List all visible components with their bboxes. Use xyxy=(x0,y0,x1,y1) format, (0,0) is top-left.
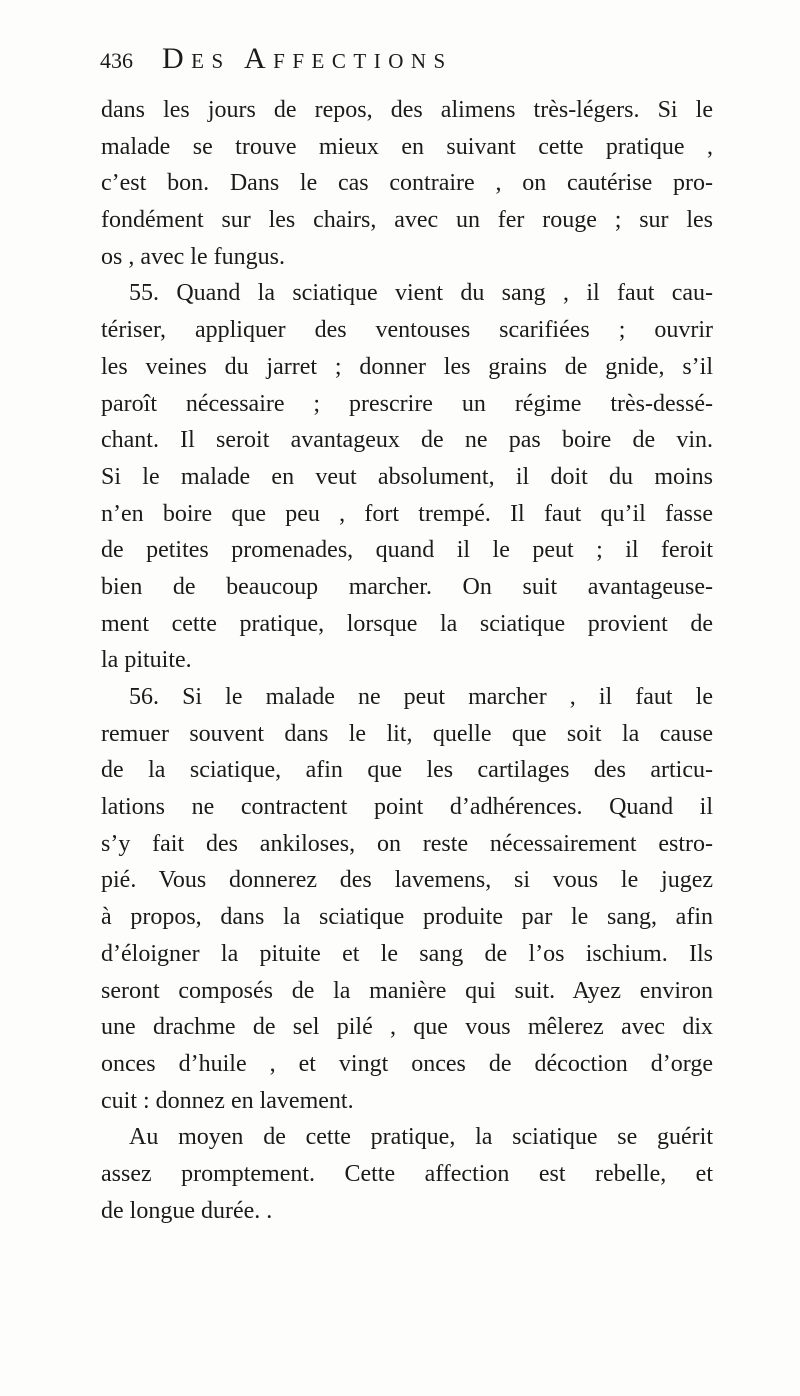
text-line: de la sciatique, afin que les cartilages des articu- xyxy=(101,757,713,784)
paragraph-final-start: Au moyen de cette pratique, la sciatique se guérit xyxy=(129,1124,713,1151)
text-line: remuer souvent dans le lit, quelle que soit la cause xyxy=(101,720,713,747)
text-line: c’est bon. Dans le cas contraire , on cautérise pro- xyxy=(101,170,713,197)
text-line: fondément sur les chairs, avec un fer rouge ; sur les xyxy=(101,207,713,234)
text-line: onces d’huile , et vingt onces de décoction d’orge xyxy=(101,1050,713,1077)
paragraph-56-start: 56. Si le malade ne peut marcher , il faut le xyxy=(129,684,713,710)
running-head xyxy=(100,34,700,84)
paragraph-55-start: 55. Quand la sciatique vient du sang , il faut cau- xyxy=(129,280,713,307)
text-line: chant. Il seroit avantageux de ne pas boire de vin. xyxy=(101,427,713,454)
running-title: Des Affections xyxy=(162,42,453,75)
text-line: tériser, appliquer des ventouses scarifiées ; ouvrir xyxy=(101,317,713,344)
text-line: de petites promenades, quand il le peut ; il feroit xyxy=(101,537,713,564)
text-line: dans les jours de repos, des alimens très-légers. Si le xyxy=(101,97,713,123)
text-line: n’en boire que peu , fort trempé. Il faut qu’il fasse xyxy=(101,500,713,527)
text-line: pié. Vous donnerez des lavemens, si vous le jugez xyxy=(101,867,713,894)
text-line: ment cette pratique, lorsque la sciatique provient de xyxy=(101,610,713,637)
text-line: Si le malade en veut absolument, il doit du moins xyxy=(101,463,713,490)
page-number: 436 xyxy=(100,48,133,73)
body-text xyxy=(101,92,713,1229)
text-line: os , avec le fungus. xyxy=(101,243,285,270)
text-line: la pituite. xyxy=(101,647,192,674)
text-line: les veines du jarret ; donner les grains de gnide, s’il xyxy=(101,353,713,380)
text-line: une drachme de sel pilé , que vous mêlerez avec dix xyxy=(101,1014,713,1041)
text-line: d’éloigner la pituite et le sang de l’os ischium. Ils xyxy=(101,940,713,967)
text-line: s’y fait des ankiloses, on reste nécessairement estro- xyxy=(101,830,713,857)
text-line: bien de beaucoup marcher. On suit avantageuse- xyxy=(101,573,713,600)
text-line: lations ne contractent point d’adhérences. Quand il xyxy=(101,794,713,821)
text-line: paroît nécessaire ; prescrire un régime très-dessé- xyxy=(101,390,713,417)
text-line: malade se trouve mieux en suivant cette pratique , xyxy=(101,133,713,160)
text-line: seront composés de la manière qui suit. Ayez environ xyxy=(101,977,713,1004)
text-line: à propos, dans la sciatique produite par le sang, afin xyxy=(101,904,713,931)
text-line: assez promptement. Cette affection est rebelle, et xyxy=(101,1160,713,1187)
text-line: cuit : donnez en lavement. xyxy=(101,1087,354,1114)
text-line: de longue durée. . xyxy=(101,1197,273,1224)
